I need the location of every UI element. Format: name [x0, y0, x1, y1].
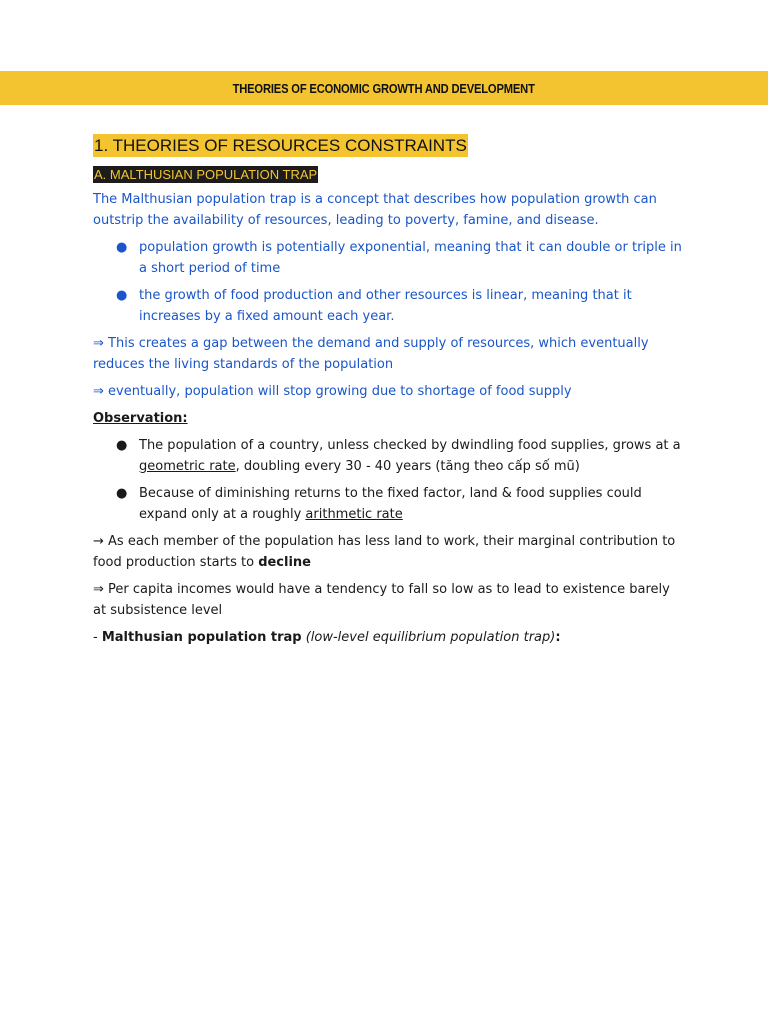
- intro-paragraph: The Malthusian population trap is a concept that describes how population growth can outstrip the availability of resources, leading to poverty, famine, and disease.: [93, 192, 657, 228]
- observation-label: [93, 408, 683, 429]
- observation-paragraph-2: ⇒ Per capita incomes would have a tendency to fall so low as to lead to existence barely at subsistence level: [93, 582, 670, 618]
- list-item: [116, 435, 683, 477]
- observation-label-text: Observation:: [93, 411, 188, 426]
- list-item-text: population growth is potentially exponential, meaning that it can double or triple in a short period of time: [139, 240, 682, 276]
- document-title: THEORIES OF ECONOMIC GROWTH AND DEVELOPMENT: [232, 80, 536, 96]
- trap-definition-line: - Malthusian population trap (low-level equilibrium population trap):: [93, 630, 561, 645]
- subsection-heading-text: A. MALTHUSIAN POPULATION TRAP: [94, 167, 318, 182]
- conclusion-paragraph-2: ⇒ eventually, population will stop growing due to shortage of food supply: [93, 384, 572, 399]
- observation-paragraph-1: → As each member of the population has less land to work, their marginal contribution to food production starts to decline: [93, 534, 676, 570]
- underlined-term: arithmetic rate: [305, 507, 403, 522]
- list-item-text: The population of a country, unless checked by dwindling food supplies, grows at a: [139, 438, 681, 453]
- bullet-icon: ●: [116, 240, 128, 255]
- bullet-icon: ●: [116, 288, 128, 303]
- bold-term: decline: [258, 555, 311, 570]
- subsection-heading: [93, 165, 683, 189]
- conclusion-paragraph-1: ⇒ This creates a gap between the demand and supply of resources, which eventually reduces the living standards of the population: [93, 336, 649, 372]
- list-item-text: , doubling every 30 - 40 years (tăng theo cấp số mũ): [235, 459, 580, 474]
- section-heading-text: 1. THEORIES OF RESOURCES CONSTRAINTS: [94, 136, 467, 155]
- italic-term: (low-level equilibrium population trap): [305, 630, 556, 645]
- list-item-text: Because of diminishing returns to the fixed factor, land & food supplies could expand only at a roughly: [139, 486, 642, 522]
- document-body: [93, 134, 683, 654]
- bullet-icon: ●: [116, 486, 128, 501]
- list-item-text: the growth of food production and other resources is linear, meaning that it increases by a fixed amount each year.: [139, 288, 632, 324]
- section-heading: [93, 134, 683, 165]
- underlined-term: geometric rate: [139, 459, 236, 474]
- list-item: [116, 237, 683, 279]
- title-banner: [0, 71, 768, 105]
- list-item: [116, 483, 683, 525]
- bullet-icon: ●: [116, 438, 128, 453]
- bold-term: Malthusian population trap: [101, 630, 302, 645]
- list-item: [116, 285, 683, 327]
- observation-bullet-list: [93, 435, 683, 525]
- trap-bullet-list: [93, 237, 683, 327]
